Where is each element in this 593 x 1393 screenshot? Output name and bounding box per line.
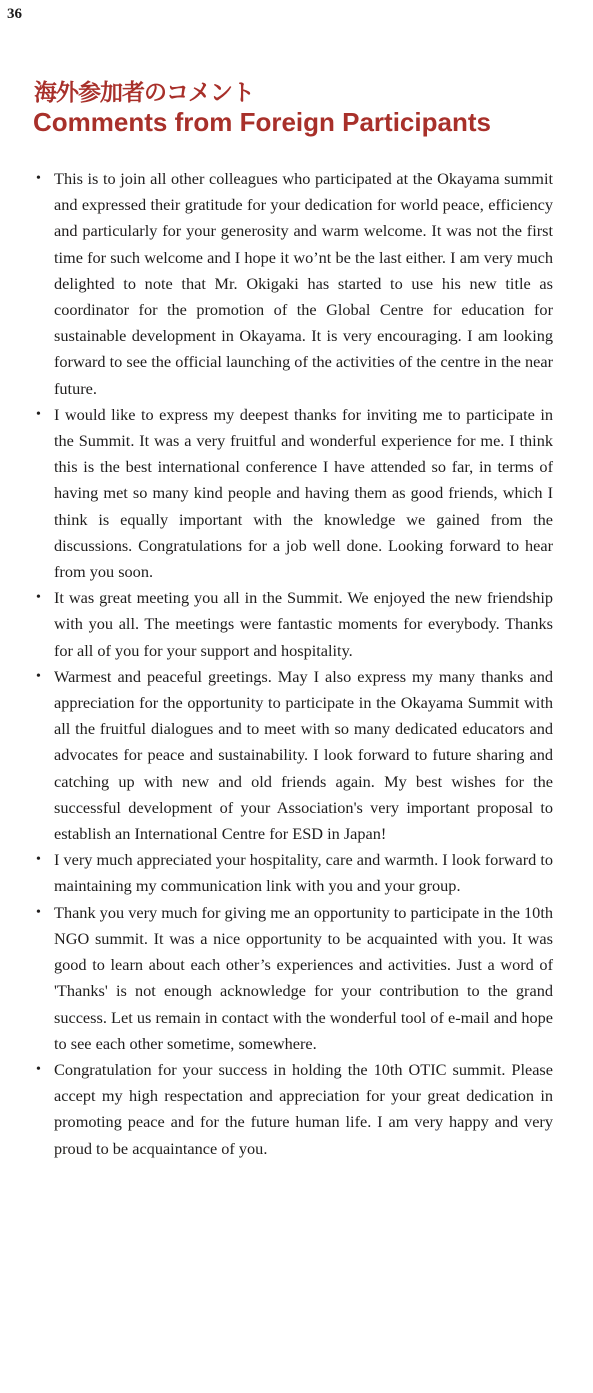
comment-text: Thank you very much for giving me an opportunity to participate in the 10th NGO summit. It was a nice opportunity to be acquainted with you. It was good to learn about each other’s experiences and activities. Just a word of 'Thanks' is not enough acknowledge for your contribution to the grand success. Let us remain in contact with the wonderful tool of e-mail and hope to see each other sometime, somewhere. (54, 902, 553, 1053)
bullet-icon: • (36, 590, 41, 606)
comment-item (30, 166, 553, 402)
bullet-icon: • (36, 852, 41, 868)
bullet-icon: • (36, 668, 41, 684)
bullet-icon: • (36, 1061, 41, 1077)
comment-item (30, 664, 553, 847)
bullet-icon: • (36, 904, 41, 920)
comment-item (30, 847, 553, 899)
comment-item (30, 1057, 553, 1162)
page-number: 36 (7, 6, 22, 22)
comment-item (30, 402, 553, 585)
comment-item (30, 585, 553, 664)
comment-text: Congratulation for your success in holding the 10th OTIC summit. Please accept my high respectation and appreciation for your great dedication in promoting peace and for the future human life. I am very happy and very proud to be acquaintance of you. (54, 1059, 553, 1158)
comment-item (30, 900, 553, 1057)
comment-text: It was great meeting you all in the Summit. We enjoyed the new friendship with you all. The meetings were fantastic moments for everybody. Thanks for all of you for your support and hospitality. (54, 588, 553, 660)
bullet-icon: • (36, 171, 41, 186)
title-japanese: 海外参加者のコメント (34, 80, 254, 106)
comment-text: I very much appreciated your hospitality, care and warmth. I look forward to maintaining my communication link with you and your group. (54, 850, 553, 896)
comment-text: Warmest and peaceful greetings. May I also express my many thanks and appreciation for the opportunity to participate in the Okayama Summit with all the fruitful dialogues and to meet with so many dedicated educators and advocates for peace and sustainability. I look forward to future sharing and catching up with new and old friends again. My best wishes for the successful development of your Association's very important proposal to establish an International Centre for ESD in Japan! (54, 666, 553, 844)
comment-text: This is to join all other colleagues who participated at the Okayama summit and expressed their gratitude for your dedication for world peace, efficiency and particularly for your generosity and warm welcome. It was not the first time for such welcome and I hope it wo’nt be the last either. I am very much delighted to note that Mr. Okigaki has started to use his new title as coordinator for the promotion of the Global Centre for education for sustainable development in Okayama. It is very encouraging. I am looking forward to see the official launching of the activities of the centre in the near future. (54, 169, 553, 398)
title-english: Comments from Foreign Participants (33, 107, 491, 137)
bullet-icon: • (36, 406, 41, 422)
comment-text: I would like to express my deepest thanks for inviting me to participate in the Summit. It was a very fruitful and wonderful experience for me. I think this is the best international conference I have attended so far, in terms of having met so many kind people and having them as good friends, which I think is equally important with the knowledge we gained from the discussions. Congratulations for a job well done. Looking forward to hear from you soon. (54, 404, 553, 582)
comments-list (30, 166, 553, 1162)
